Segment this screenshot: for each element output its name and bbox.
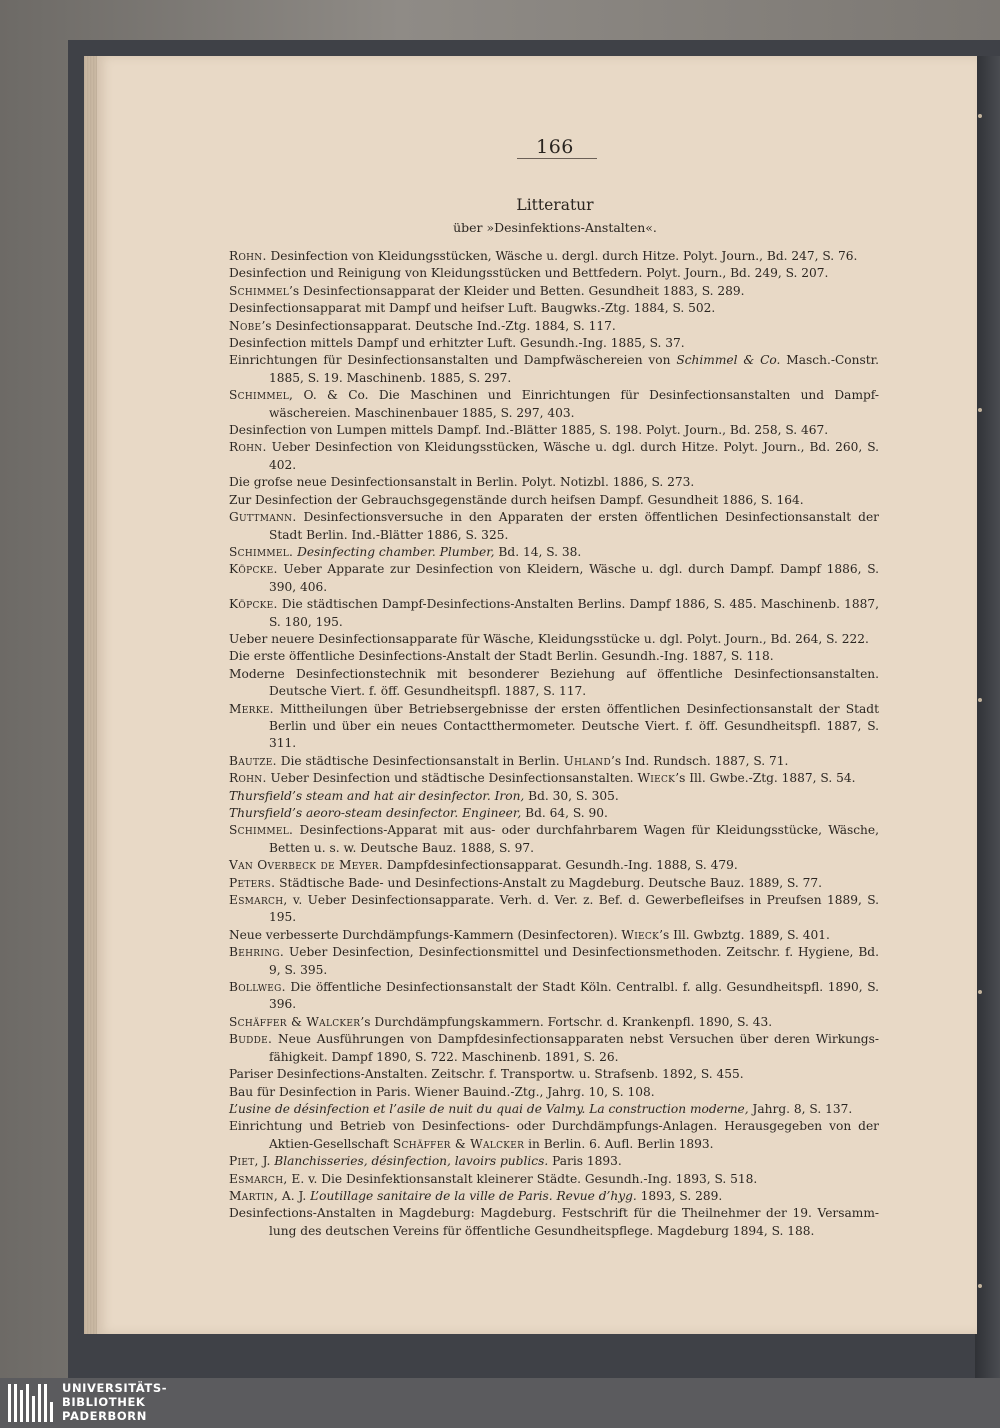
entry-text: ’s Ill. Gwbe.-Ztg. 1887, S. 54. bbox=[675, 771, 856, 786]
bibliography-entry bbox=[229, 1066, 879, 1083]
logo-line: PADERBORN bbox=[62, 1409, 147, 1423]
bibliography-entry bbox=[229, 300, 879, 317]
entry-text: J. bbox=[258, 1154, 275, 1169]
bibliography-entry bbox=[229, 875, 879, 892]
entry-text: ’s Desinfectionsapparat. Deutsche Ind.-Ztg. 1884, S. 117. bbox=[261, 318, 616, 333]
bibliography-entry bbox=[229, 1171, 879, 1188]
bibliography-list bbox=[229, 248, 879, 1240]
entry-text: Ueber Desinfection und städtische Desinfectionsanstalten. bbox=[266, 771, 638, 786]
bibliography-entry bbox=[229, 283, 879, 300]
bibliography-entry bbox=[229, 944, 879, 979]
bibliography-entry bbox=[229, 631, 879, 648]
author-name: Wieck bbox=[637, 771, 676, 786]
italic-title: L’outillage sanitaire de la ville de Paris. Revue d’hyg. bbox=[310, 1188, 637, 1203]
italic-title: Thursfield’s steam and hat air desinfector. Iron, bbox=[229, 788, 525, 803]
bibliography-entry bbox=[229, 1188, 879, 1205]
bibliography-entry bbox=[229, 979, 879, 1014]
entry-text: Städtische Bade- und Desinfections-Anstalt zu Magdeburg. Deutsche Bauz. 1889, S. 77. bbox=[275, 875, 823, 890]
library-logo-icon bbox=[6, 1382, 58, 1424]
entry-text: Die städtische Desinfectionsanstalt in Berlin. bbox=[276, 753, 564, 768]
entry-text: Neue Ausführungen von Dampfdesinfectionsapparaten nebst Versuchen über deren Wirkungs-fähigkeit. Dampf 1890, S. 722. Maschinenb. 1891, S. 26. bbox=[269, 1032, 879, 1064]
entry-text: Einrichtungen für Desinfectionsanstalten und Dampfwäschereien von bbox=[229, 353, 677, 368]
entry-text: Desinfections-Apparat mit aus- oder durchfahrbarem Wagen für Kleidungsstücke, Wäsche, Betten u. s. w. Deutsche Bauz. 1888, S. 97. bbox=[269, 823, 879, 855]
bibliography-entry bbox=[229, 509, 879, 544]
bibliography-entry bbox=[229, 753, 879, 770]
bibliography-entry bbox=[229, 248, 879, 265]
bibliography-entry bbox=[229, 1205, 879, 1240]
author-name: Schimmel bbox=[229, 283, 290, 298]
entry-text: Bau für Desinfection in Paris. Wiener Bauind.-Ztg., Jahrg. 10, S. 108. bbox=[229, 1084, 655, 1099]
bibliography-entry bbox=[229, 805, 879, 822]
bibliography-entry bbox=[229, 544, 879, 561]
binding-mark bbox=[978, 1284, 982, 1288]
binding-mark bbox=[978, 698, 982, 702]
entry-text: Bd. 64, S. 90. bbox=[521, 806, 608, 820]
entry-text: Ueber Apparate zur Desinfection von Kleidern, Wäsche u. dgl. durch Dampf. Dampf 1886, S. 390, 406. bbox=[269, 562, 879, 594]
entry-text: Die öffentliche Desinfectionsanstalt der Stadt Köln. Centralbl. f. allg. Gesundheitspfl. 1890, S. 396. bbox=[269, 980, 879, 1012]
entry-text: Bd. 14, S. 38. bbox=[494, 544, 582, 559]
entry-text: Masch.-Constr. 1885, S. 19. Maschinenb. 1885, S. 297. bbox=[269, 353, 879, 385]
logo-line: BIBLIOTHEK bbox=[62, 1395, 146, 1409]
entry-text: Die städtischen Dampf-Desinfections-Anstalten Berlins. Dampf 1886, S. 485. Maschinenb. 1887, S. 180, 195. bbox=[269, 597, 879, 629]
author-name: Van Overbeck de Meyer. bbox=[229, 858, 384, 873]
entry-text: Die grofse neue Desinfectionsanstalt in Berlin. Polyt. Notizbl. 1886, S. 273. bbox=[229, 475, 695, 490]
author-name: Rohn. bbox=[229, 771, 267, 786]
bibliography-entry bbox=[229, 892, 879, 927]
entry-text: Die erste öffentliche Desinfections-Anstalt der Stadt Berlin. Gesundh.-Ing. 1887, S. 118. bbox=[229, 649, 774, 664]
author-name: Schimmel. bbox=[229, 544, 294, 559]
entry-text: Desinfectionsversuche in den Apparaten der ersten öffentlichen Desinfectionsanstalt der Stadt Berlin. Ind.-Blätter 1886, S. 325. bbox=[269, 510, 879, 542]
bibliography-entry bbox=[229, 666, 879, 701]
author-name: Schimmel, bbox=[229, 388, 294, 403]
entry-text: Desinfection von Kleidungsstücken, Wäsche u. dergl. durch Hitze. Polyt. Journ., Bd. 247, S. 76. bbox=[266, 249, 858, 263]
entry-text: E. v. Die Desinfektionsanstalt kleinerer Städte. Gesundh.-Ing. 1893, S. 518. bbox=[287, 1171, 758, 1186]
binding-mark bbox=[978, 408, 982, 412]
author-name: Köpcke. bbox=[229, 597, 278, 612]
author-name: Schimmel. bbox=[229, 823, 294, 838]
bibliography-entry bbox=[229, 857, 879, 874]
bibliography-entry bbox=[229, 788, 879, 805]
author-name: Bollweg. bbox=[229, 980, 286, 995]
bibliography-entry bbox=[229, 596, 879, 631]
author-name: Guttmann. bbox=[229, 510, 297, 525]
library-footer bbox=[0, 1378, 1000, 1428]
bibliography-entry bbox=[229, 318, 879, 335]
page-number: 166 bbox=[536, 136, 574, 158]
bibliography-entry bbox=[229, 648, 879, 665]
entry-text: 1893, S. 289. bbox=[636, 1188, 723, 1203]
bibliography-entry bbox=[229, 474, 879, 491]
italic-title: Thursfield’s aeoro-steam desinfector. Engineer, bbox=[229, 806, 522, 820]
entry-text: ’s Ind. Rundsch. 1887, S. 71. bbox=[611, 753, 789, 768]
entry-text: Bd. 30, S. 305. bbox=[524, 788, 619, 803]
entry-text: v. Ueber Desinfectionsapparate. Verh. d. Ver. z. Bef. d. Gewerbefleifses in Preufsen 1889, S. 195. bbox=[269, 893, 879, 925]
bibliography-entry bbox=[229, 770, 879, 787]
bibliography-entry bbox=[229, 439, 879, 474]
bibliography-entry bbox=[229, 352, 879, 387]
italic-title: L’usine de désinfection et l’asile de nuit du quai de Valmy. La construction moderne, bbox=[229, 1101, 749, 1116]
bibliography-entry bbox=[229, 1118, 879, 1153]
entry-text: Desinfection und Reinigung von Kleidungsstücken und Bettfedern. Polyt. Journ., Bd. 249, S. 207. bbox=[229, 266, 829, 281]
author-name: Schäffer & Walcker bbox=[229, 1014, 361, 1029]
entry-text: Mittheilungen über Betriebsergebnisse der ersten öffentlichen Desinfectionsanstalt der Stadt Berlin und über ein neues Contactthermometer. Deutsche Viert. f. öff. Gesundheitspfl. 1887, S. 311. bbox=[269, 701, 879, 751]
bibliography-entry bbox=[229, 1084, 879, 1101]
author-name: Uhland bbox=[563, 753, 611, 768]
bibliography-entry bbox=[229, 492, 879, 509]
bibliography-entry bbox=[229, 1031, 879, 1066]
entry-text: Paris 1893. bbox=[548, 1154, 622, 1169]
bibliography-entry bbox=[229, 422, 879, 439]
bibliography-entry bbox=[229, 701, 879, 753]
entry-text: O. & Co. Die Maschinen und Einrichtungen für Desinfectionsanstalten und Dampf-wäschereien. Maschinenbauer 1885, S. 297, 403. bbox=[269, 388, 879, 420]
cover-edge bbox=[975, 56, 1000, 1378]
page-subtitle: über »Desinfektions-Anstalten«. bbox=[453, 220, 657, 235]
author-name: Schäffer & Walcker bbox=[392, 1136, 525, 1151]
entry-text: ’s Ill. Gwbztg. 1889, S. 401. bbox=[659, 927, 830, 942]
bibliography-entry bbox=[229, 1101, 879, 1118]
bibliography-entry bbox=[229, 822, 879, 857]
author-name: Merke. bbox=[229, 701, 274, 716]
entry-text: ’s Durchdämpfungskammern. Fortschr. d. Krankenpfl. 1890, S. 43. bbox=[360, 1014, 773, 1029]
entry-text: Ueber Desinfection von Kleidungsstücken, Wäsche u. dgl. durch Hitze. Polyt. Journ., Bd. 260, S. 402. bbox=[266, 440, 879, 472]
author-name: Behring. bbox=[229, 945, 285, 960]
entry-text: Desinfectionsapparat mit Dampf und heifser Luft. Baugwks.-Ztg. 1884, S. 502. bbox=[229, 301, 716, 316]
entry-text: Desinfection mittels Dampf und erhitzter Luft. Gesundh.-Ing. 1885, S. 37. bbox=[229, 336, 685, 351]
author-name: Rohn. bbox=[229, 249, 267, 263]
author-name: Nobe bbox=[229, 318, 262, 333]
entry-text: Desinfection von Lumpen mittels Dampf. Ind.-Blätter 1885, S. 198. Polyt. Journ., Bd. 258, S. 467. bbox=[229, 423, 829, 438]
author-name: Esmarch, bbox=[229, 1171, 288, 1186]
author-name: Peters. bbox=[229, 875, 276, 890]
entry-text: Neue verbesserte Durchdämpfungs-Kammern (Desinfectoren). bbox=[229, 927, 622, 942]
author-name: Köpcke. bbox=[229, 562, 278, 577]
entry-text: Jahrg. 8, S. 137. bbox=[748, 1101, 853, 1116]
entry-text: Desinfections-Anstalten in Magdeburg: Magdeburg. Festschrift für die Theilnehmer der 19. Versamm-lung des deutschen Vereins für öffentliche Gesundheitspflege. Magdeburg 1894, S. 188. bbox=[229, 1206, 879, 1238]
bibliography-entry bbox=[229, 561, 879, 596]
author-name: Bautze. bbox=[229, 753, 277, 768]
entry-text: ’s Desinfectionsapparat der Kleider und Betten. Gesundheit 1883, S. 289. bbox=[289, 283, 745, 298]
italic-title: Schimmel & Co. bbox=[676, 353, 781, 368]
bibliography-entry bbox=[229, 927, 879, 944]
italic-title: Desinfecting chamber. Plumber, bbox=[297, 544, 495, 559]
logo-line: UNIVERSITÄTS- bbox=[62, 1381, 168, 1395]
entry-text: A. J. bbox=[278, 1188, 311, 1203]
author-name: Piet, bbox=[229, 1154, 259, 1169]
author-name: Budde. bbox=[229, 1032, 273, 1047]
bibliography-entry bbox=[229, 1014, 879, 1031]
author-name: Rohn. bbox=[229, 440, 267, 455]
binding-mark bbox=[978, 114, 982, 118]
entry-text: Pariser Desinfections-Anstalten. Zeitschr. f. Transportw. u. Strafsenb. 1892, S. 455. bbox=[229, 1067, 744, 1082]
bibliography-entry bbox=[229, 387, 879, 422]
italic-title: Blanchisseries, désinfection, lavoirs publics. bbox=[274, 1154, 549, 1169]
author-name: Esmarch, bbox=[229, 893, 288, 908]
entry-text: Ueber neuere Desinfectionsapparate für Wäsche, Kleidungsstücke u. dgl. Polyt. Journ., Bd. 264, S. 222. bbox=[229, 631, 869, 646]
entry-text: Einrichtung und Betrieb von Desinfections- oder Durchdämpfungs-Anlagen. Herausgegeben von der Aktien-Gesellschaft bbox=[229, 1119, 879, 1151]
entry-text: Zur Desinfection der Gebrauchsgegenstände durch heifsen Dampf. Gesundheit 1886, S. 164. bbox=[229, 492, 804, 507]
entry-text: Ueber Desinfection, Desinfectionsmittel und Desinfectionsmethoden. Zeitschr. f. Hygiene, Bd. 9, S. 395. bbox=[269, 945, 879, 977]
page-edges bbox=[84, 56, 98, 1334]
entry-text: in Berlin. 6. Aufl. Berlin 1893. bbox=[524, 1136, 714, 1151]
bibliography-entry bbox=[229, 1153, 879, 1170]
bibliography-entry bbox=[229, 265, 879, 282]
entry-text: Moderne Desinfectionstechnik mit besonderer Beziehung auf öffentliche Desinfectionsanstalten. Deutsche Viert. f. öff. Gesundheitspfl. 1887, S. 117. bbox=[229, 666, 879, 699]
author-name: Wieck bbox=[621, 927, 660, 942]
author-name: Martin, bbox=[229, 1188, 279, 1203]
entry-text: Dampfdesinfectionsapparat. Gesundh.-Ing. 1888, S. 479. bbox=[383, 858, 738, 873]
page-title: Litteratur bbox=[516, 196, 594, 214]
library-logo-text bbox=[62, 1381, 167, 1423]
bibliography-entry bbox=[229, 335, 879, 352]
binding-mark bbox=[978, 990, 982, 994]
page-number-rule bbox=[517, 158, 597, 159]
